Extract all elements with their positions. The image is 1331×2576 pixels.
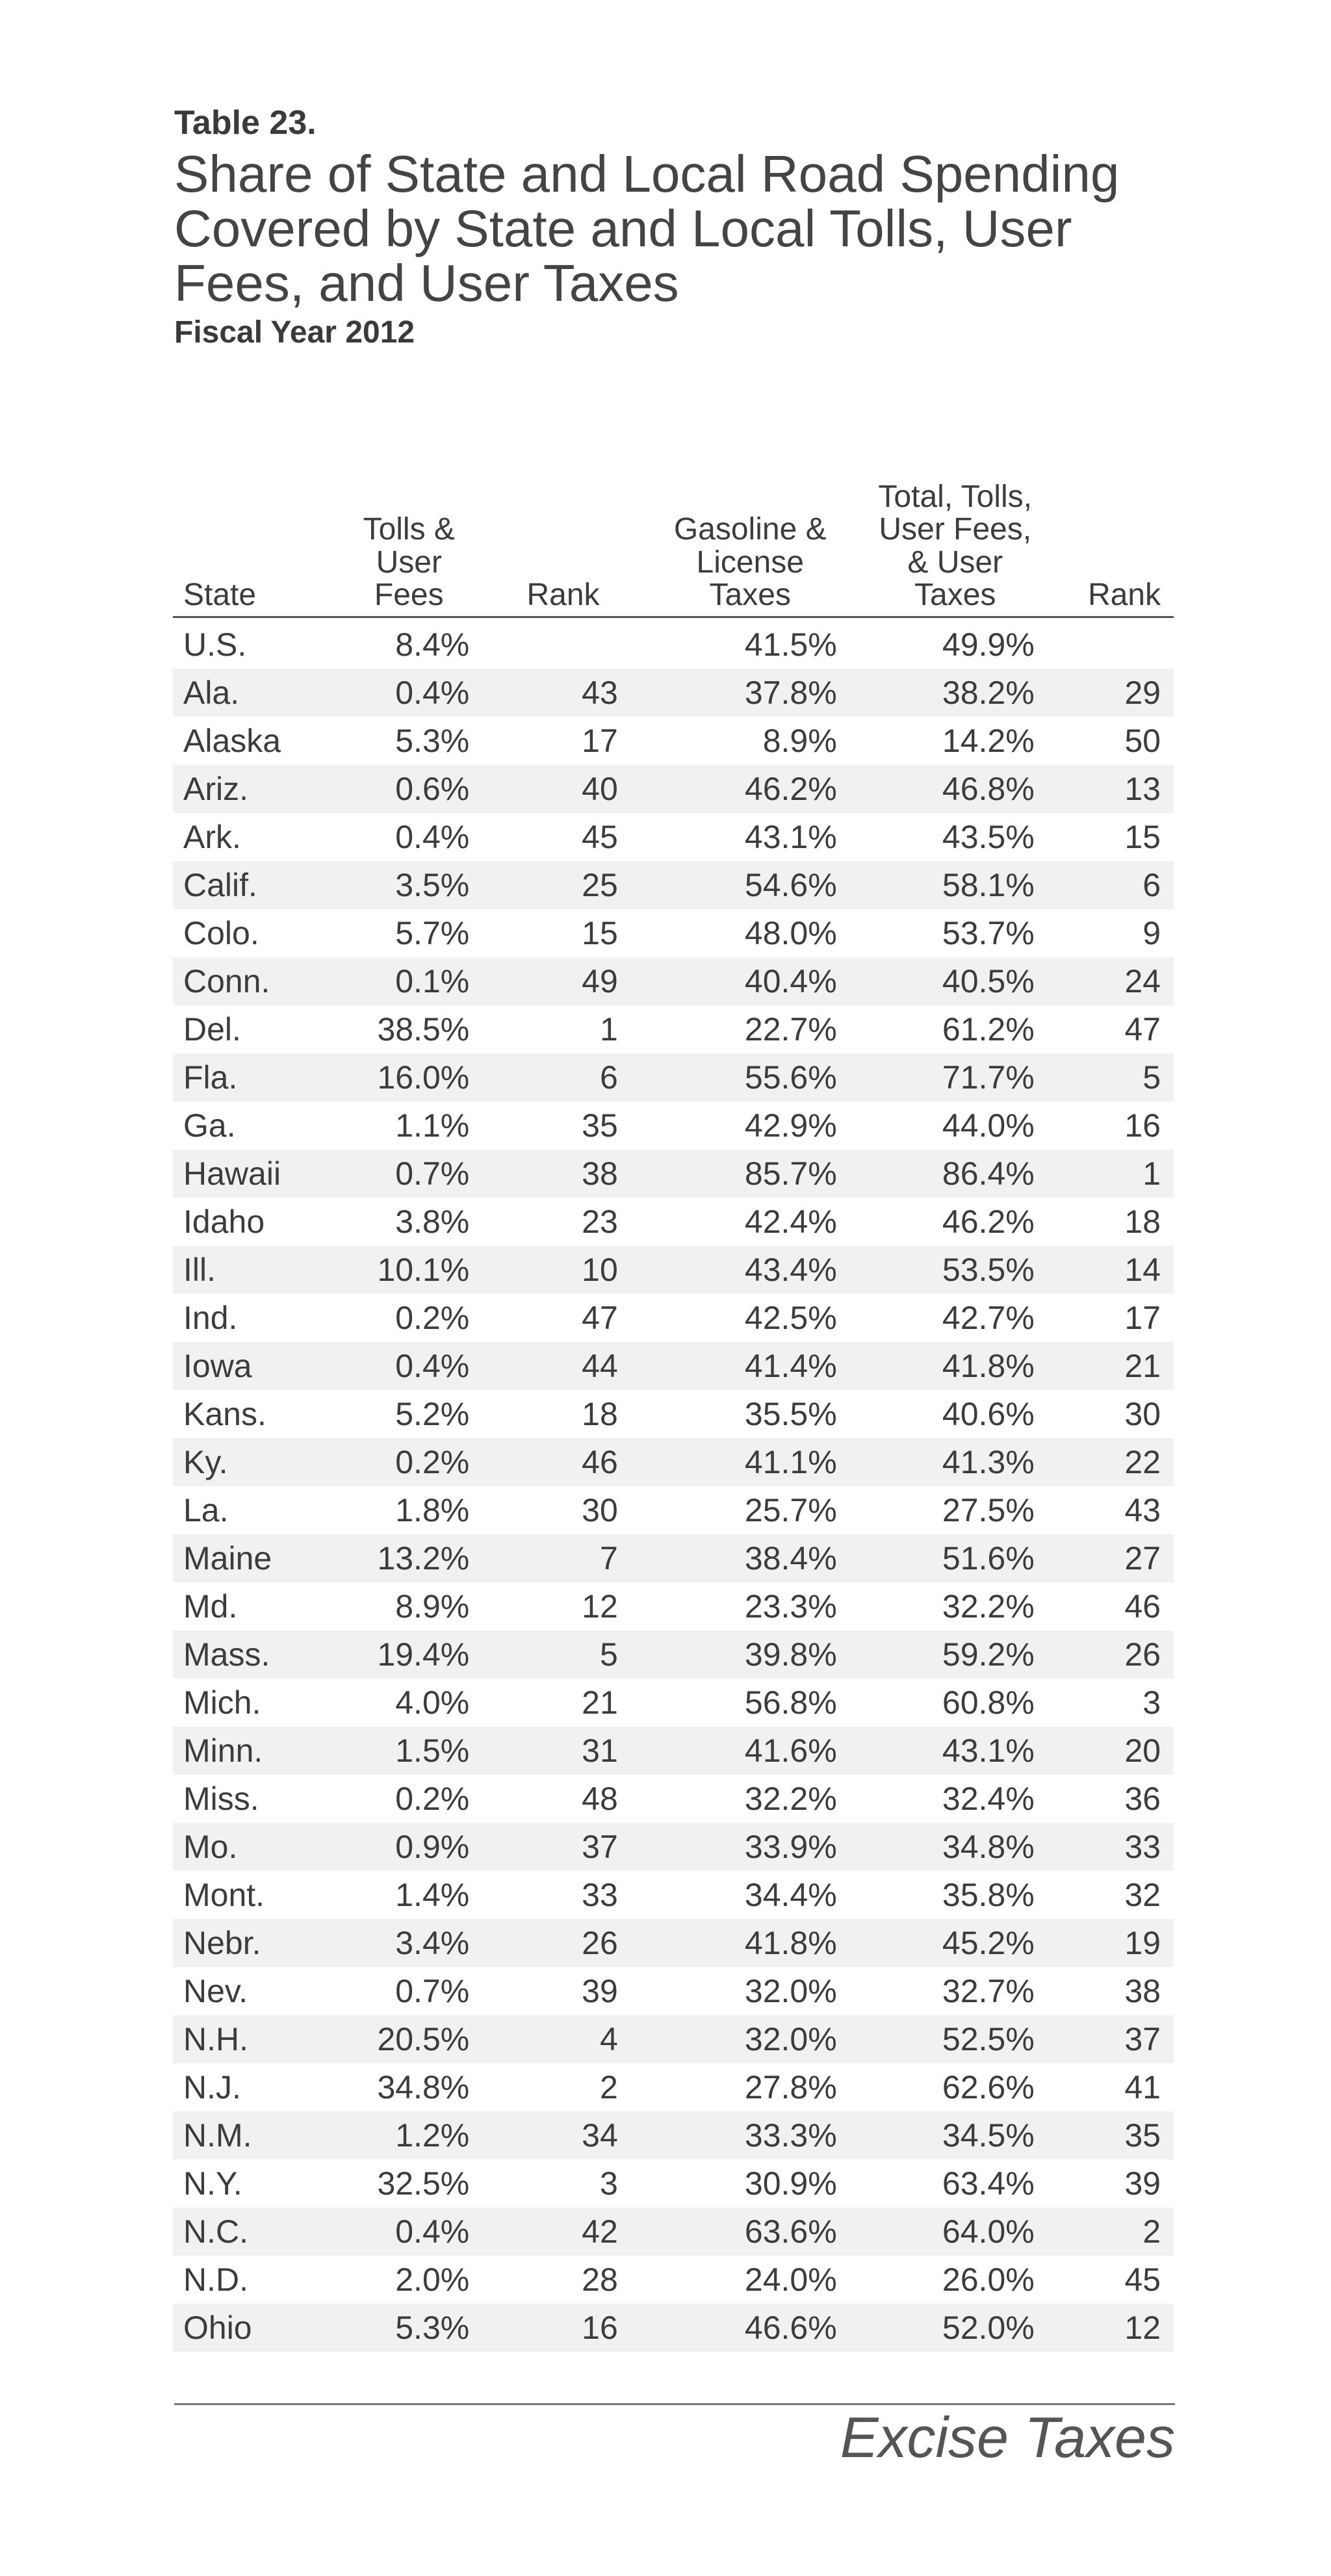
cell-tolls: 1.8% [322,1486,469,1534]
table-row [173,1246,1174,1294]
cell-tolls: 5.7% [322,909,469,957]
table-title: Share of State and Local Road Spending Covered by State and Local Tolls, User Fees, and User Taxes [174,145,1120,313]
cell-rank1: 37 [469,1823,618,1871]
cell-total: 52.5% [837,2015,1035,2063]
cell-total: 42.7% [837,1294,1035,1342]
cell-rank1: 39 [469,1967,618,2015]
cell-rank2: 36 [1035,1775,1174,1823]
table-row [173,909,1174,957]
table-row [173,2159,1174,2208]
cell-tolls: 1.5% [322,1727,469,1775]
cell-gas: 30.9% [618,2159,837,2208]
cell-rank1: 45 [469,813,618,861]
cell-rank2: 14 [1035,1246,1174,1294]
table-row [173,957,1174,1005]
cell-rank1: 47 [469,1294,618,1342]
table-row [173,2304,1174,2352]
table-row [173,1294,1174,1342]
table-header-row [173,481,1174,617]
cell-rank1: 31 [469,1727,618,1775]
cell-rank1: 49 [469,957,618,1005]
cell-tolls: 1.2% [322,2111,469,2159]
cell-state: N.J. [173,2063,322,2111]
cell-rank2: 1 [1035,1150,1174,1198]
cell-state: Minn. [173,1727,322,1775]
cell-state: Del. [173,1005,322,1053]
cell-state: Hawaii [173,1150,322,1198]
cell-tolls: 3.8% [322,1198,469,1246]
cell-state: U.S. [173,617,322,669]
cell-tolls: 0.9% [322,1823,469,1871]
cell-tolls: 0.4% [322,669,469,717]
table-row [173,2015,1174,2063]
cell-rank1: 34 [469,2111,618,2159]
cell-rank1: 18 [469,1390,618,1438]
cell-gas: 43.1% [618,813,837,861]
cell-rank2: 6 [1035,861,1174,909]
cell-total: 61.2% [837,1005,1035,1053]
cell-total: 53.5% [837,1246,1035,1294]
cell-tolls: 0.6% [322,765,469,813]
table-row [173,669,1174,717]
cell-total: 46.2% [837,1198,1035,1246]
cell-tolls: 20.5% [322,2015,469,2063]
cell-gas: 32.0% [618,2015,837,2063]
cell-gas: 41.1% [618,1438,837,1486]
cell-gas: 42.5% [618,1294,837,1342]
cell-state: Ky. [173,1438,322,1486]
cell-total: 32.4% [837,1775,1035,1823]
cell-total: 60.8% [837,1679,1035,1727]
cell-state: Colo. [173,909,322,957]
cell-total: 32.2% [837,1582,1035,1630]
cell-tolls: 0.7% [322,1967,469,2015]
cell-total: 14.2% [837,717,1035,765]
table-row [173,1390,1174,1438]
table-body [173,617,1174,2352]
cell-gas: 41.6% [618,1727,837,1775]
cell-state: Kans. [173,1390,322,1438]
cell-gas: 56.8% [618,1679,837,1727]
cell-total: 40.6% [837,1390,1035,1438]
cell-rank2: 39 [1035,2159,1174,2208]
cell-tolls: 16.0% [322,1053,469,1101]
cell-total: 41.8% [837,1342,1035,1390]
cell-state: Mich. [173,1679,322,1727]
cell-rank2: 9 [1035,909,1174,957]
cell-gas: 25.7% [618,1486,837,1534]
cell-state: Ohio [173,2304,322,2352]
cell-rank2: 19 [1035,1919,1174,1967]
cell-rank2: 16 [1035,1101,1174,1150]
cell-rank1: 2 [469,2063,618,2111]
cell-rank2: 27 [1035,1534,1174,1582]
cell-total: 64.0% [837,2208,1035,2256]
table-row [173,1679,1174,1727]
cell-gas: 37.8% [618,669,837,717]
cell-total: 35.8% [837,1871,1035,1919]
cell-rank1: 44 [469,1342,618,1390]
cell-rank1: 10 [469,1246,618,1294]
cell-rank2: 33 [1035,1823,1174,1871]
cell-total: 27.5% [837,1486,1035,1534]
cell-rank2: 24 [1035,957,1174,1005]
cell-tolls: 32.5% [322,2159,469,2208]
cell-tolls: 1.1% [322,1101,469,1150]
cell-state: Maine [173,1534,322,1582]
cell-total: 59.2% [837,1630,1035,1679]
cell-rank2: 41 [1035,2063,1174,2111]
data-table [173,481,1174,2352]
table-row [173,2063,1174,2111]
table-row [173,1438,1174,1486]
cell-rank1: 17 [469,717,618,765]
cell-rank2: 13 [1035,765,1174,813]
cell-gas: 32.2% [618,1775,837,1823]
column-header-tolls: Tolls & User Fees [322,481,469,617]
cell-state: Calif. [173,861,322,909]
cell-rank2: 35 [1035,2111,1174,2159]
cell-state: Ind. [173,1294,322,1342]
cell-state: Fla. [173,1053,322,1101]
cell-gas: 35.5% [618,1390,837,1438]
table-row [173,617,1174,669]
cell-gas: 42.9% [618,1101,837,1150]
cell-state: Md. [173,1582,322,1630]
cell-state: N.Y. [173,2159,322,2208]
cell-gas: 54.6% [618,861,837,909]
cell-rank1: 12 [469,1582,618,1630]
cell-state: Ark. [173,813,322,861]
cell-gas: 33.9% [618,1823,837,1871]
cell-total: 26.0% [837,2256,1035,2304]
table-row [173,2111,1174,2159]
cell-total: 44.0% [837,1101,1035,1150]
cell-state: Ill. [173,1246,322,1294]
table-row [173,1198,1174,1246]
cell-rank1: 38 [469,1150,618,1198]
table-row [173,765,1174,813]
cell-gas: 8.9% [618,717,837,765]
table-row [173,717,1174,765]
cell-gas: 48.0% [618,909,837,957]
cell-total: 86.4% [837,1150,1035,1198]
cell-rank1: 23 [469,1198,618,1246]
cell-rank2: 37 [1035,2015,1174,2063]
table-row [173,1630,1174,1679]
cell-rank2: 45 [1035,2256,1174,2304]
table-row [173,1871,1174,1919]
cell-rank2: 2 [1035,2208,1174,2256]
cell-rank1: 28 [469,2256,618,2304]
cell-tolls: 0.1% [322,957,469,1005]
cell-rank2: 21 [1035,1342,1174,1390]
cell-rank2: 38 [1035,1967,1174,2015]
cell-rank1: 6 [469,1053,618,1101]
table-row [173,813,1174,861]
cell-gas: 55.6% [618,1053,837,1101]
table-row [173,1005,1174,1053]
table-row [173,2256,1174,2304]
cell-state: Mont. [173,1871,322,1919]
cell-state: Nev. [173,1967,322,2015]
column-header-gasoline: Gasoline & License Taxes [618,481,837,617]
cell-state: Ga. [173,1101,322,1150]
cell-state: Ala. [173,669,322,717]
cell-rank2: 26 [1035,1630,1174,1679]
cell-gas: 41.8% [618,1919,837,1967]
cell-tolls: 0.7% [322,1150,469,1198]
cell-gas: 38.4% [618,1534,837,1582]
cell-state: Idaho [173,1198,322,1246]
cell-rank1: 4 [469,2015,618,2063]
cell-gas: 22.7% [618,1005,837,1053]
column-header-state: State [173,481,322,617]
cell-tolls: 0.4% [322,1342,469,1390]
cell-rank1: 16 [469,2304,618,2352]
cell-gas: 41.4% [618,1342,837,1390]
cell-tolls: 13.2% [322,1534,469,1582]
cell-total: 52.0% [837,2304,1035,2352]
cell-gas: 27.8% [618,2063,837,2111]
cell-tolls: 0.4% [322,2208,469,2256]
cell-rank1: 1 [469,1005,618,1053]
table-row [173,1150,1174,1198]
cell-state: La. [173,1486,322,1534]
cell-state: Mo. [173,1823,322,1871]
cell-tolls: 19.4% [322,1630,469,1679]
cell-state: Alaska [173,717,322,765]
cell-state: N.M. [173,2111,322,2159]
cell-rank1: 7 [469,1534,618,1582]
cell-total: 63.4% [837,2159,1035,2208]
table-row [173,1101,1174,1150]
cell-tolls: 8.9% [322,1582,469,1630]
table-row [173,1919,1174,1967]
cell-tolls: 38.5% [322,1005,469,1053]
cell-tolls: 5.3% [322,2304,469,2352]
cell-total: 53.7% [837,909,1035,957]
cell-tolls: 34.8% [322,2063,469,2111]
column-header-total: Total, Tolls, User Fees, & User Taxes [837,481,1035,617]
cell-gas: 46.2% [618,765,837,813]
cell-rank2: 20 [1035,1727,1174,1775]
cell-gas: 42.4% [618,1198,837,1246]
cell-gas: 43.4% [618,1246,837,1294]
cell-total: 62.6% [837,2063,1035,2111]
cell-rank1: 3 [469,2159,618,2208]
column-header-rank: Rank [469,481,618,617]
table-number: Table 23. [174,104,317,142]
cell-total: 34.5% [837,2111,1035,2159]
cell-rank2: 15 [1035,813,1174,861]
cell-rank2: 30 [1035,1390,1174,1438]
cell-state: N.H. [173,2015,322,2063]
cell-total: 58.1% [837,861,1035,909]
cell-total: 49.9% [837,617,1035,669]
cell-gas: 23.3% [618,1582,837,1630]
cell-rank1: 25 [469,861,618,909]
cell-rank1 [469,617,618,669]
cell-total: 43.1% [837,1727,1035,1775]
cell-state: Nebr. [173,1919,322,1967]
cell-gas: 85.7% [618,1150,837,1198]
cell-gas: 33.3% [618,2111,837,2159]
cell-rank1: 48 [469,1775,618,1823]
cell-tolls: 3.4% [322,1919,469,1967]
section-footer: Excise Taxes [840,2405,1175,2469]
cell-tolls: 1.4% [322,1871,469,1919]
cell-total: 32.7% [837,1967,1035,2015]
cell-state: N.D. [173,2256,322,2304]
cell-rank2: 43 [1035,1486,1174,1534]
table-row [173,1775,1174,1823]
cell-gas: 34.4% [618,1871,837,1919]
table-row [173,1053,1174,1101]
cell-rank2: 50 [1035,717,1174,765]
cell-rank2: 5 [1035,1053,1174,1101]
cell-rank2: 22 [1035,1438,1174,1486]
cell-tolls: 0.4% [322,813,469,861]
cell-state: N.C. [173,2208,322,2256]
cell-gas: 32.0% [618,1967,837,2015]
cell-tolls: 5.2% [322,1390,469,1438]
cell-rank1: 46 [469,1438,618,1486]
table-row [173,2208,1174,2256]
table-row [173,1342,1174,1390]
page-header [174,103,1175,350]
cell-tolls: 0.2% [322,1294,469,1342]
cell-rank1: 43 [469,669,618,717]
cell-rank2: 3 [1035,1679,1174,1727]
cell-rank2: 12 [1035,2304,1174,2352]
cell-rank2: 29 [1035,669,1174,717]
cell-total: 46.8% [837,765,1035,813]
cell-gas: 39.8% [618,1630,837,1679]
table-row [173,1823,1174,1871]
cell-total: 40.5% [837,957,1035,1005]
cell-rank1: 42 [469,2208,618,2256]
cell-rank1: 30 [469,1486,618,1534]
cell-total: 38.2% [837,669,1035,717]
table-row [173,1486,1174,1534]
cell-state: Iowa [173,1342,322,1390]
cell-rank1: 33 [469,1871,618,1919]
cell-gas: 63.6% [618,2208,837,2256]
cell-tolls: 0.2% [322,1775,469,1823]
cell-rank2: 46 [1035,1582,1174,1630]
cell-tolls: 2.0% [322,2256,469,2304]
table-row [173,861,1174,909]
cell-rank2: 32 [1035,1871,1174,1919]
cell-total: 71.7% [837,1053,1035,1101]
cell-state: Ariz. [173,765,322,813]
cell-total: 41.3% [837,1438,1035,1486]
cell-rank1: 15 [469,909,618,957]
cell-rank2 [1035,617,1174,669]
table-row [173,1534,1174,1582]
cell-total: 43.5% [837,813,1035,861]
cell-gas: 46.6% [618,2304,837,2352]
cell-gas: 41.5% [618,617,837,669]
cell-gas: 24.0% [618,2256,837,2304]
cell-tolls: 0.2% [322,1438,469,1486]
cell-rank1: 35 [469,1101,618,1150]
cell-state: Mass. [173,1630,322,1679]
table-subtitle: Fiscal Year 2012 [174,315,415,350]
cell-rank2: 47 [1035,1005,1174,1053]
cell-rank2: 17 [1035,1294,1174,1342]
column-header-total-rank: Rank [1035,481,1174,617]
cell-rank2: 18 [1035,1198,1174,1246]
cell-state: Conn. [173,957,322,1005]
table-row [173,1727,1174,1775]
cell-total: 45.2% [837,1919,1035,1967]
cell-gas: 40.4% [618,957,837,1005]
cell-tolls: 5.3% [322,717,469,765]
cell-tolls: 4.0% [322,1679,469,1727]
table-row [173,1582,1174,1630]
cell-total: 34.8% [837,1823,1035,1871]
cell-rank1: 5 [469,1630,618,1679]
cell-tolls: 10.1% [322,1246,469,1294]
cell-tolls: 3.5% [322,861,469,909]
cell-rank1: 21 [469,1679,618,1727]
table-row [173,1967,1174,2015]
cell-rank1: 40 [469,765,618,813]
cell-state: Miss. [173,1775,322,1823]
cell-rank1: 26 [469,1919,618,1967]
cell-total: 51.6% [837,1534,1035,1582]
cell-tolls: 8.4% [322,617,469,669]
